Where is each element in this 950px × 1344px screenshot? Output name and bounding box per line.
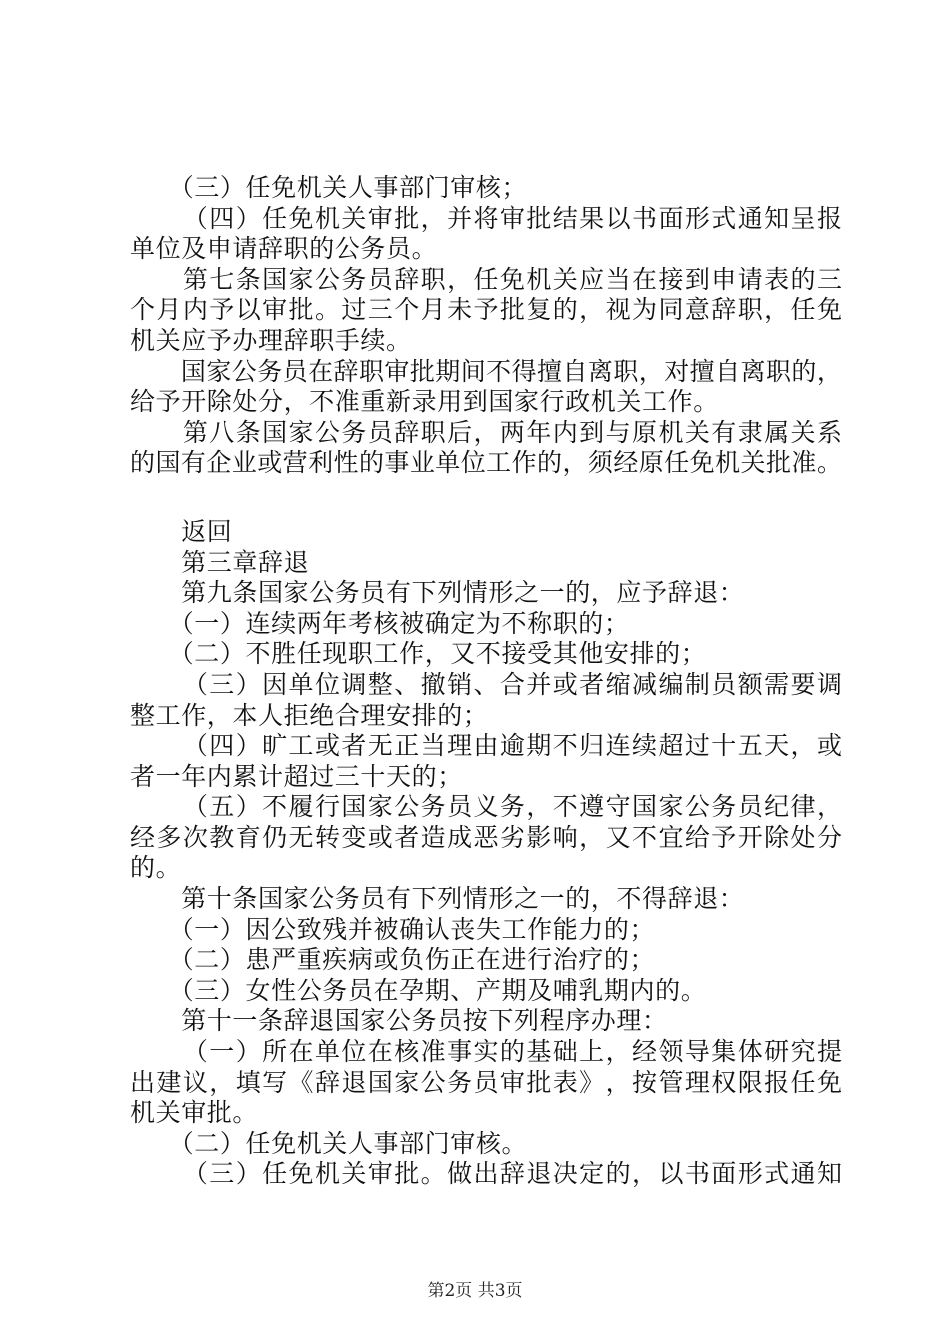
text-line: 机关应予办理辞职手续。: [130, 325, 412, 355]
document-body: [130, 173, 842, 1190]
text-line: （ 一 ） 所 在 单 位 在 核 准 事 实 的 基 础 上 ， 经 领 导 集 体 研 究 提: [182, 1037, 842, 1067]
text-line: （二）患严重疾病或负伤正在进行治疗的；: [130, 945, 656, 975]
text-line: 第 八 条 国 家 公 务 员 辞 职 后 ， 两 年 内 到 与 原 机 关 有 隶 属 关 系: [182, 417, 842, 447]
text-line: （二）任免机关人事部门审核。: [130, 1128, 528, 1158]
text-line: 给予开除处分，不准重新录用到国家行政机关工作。: [130, 387, 719, 417]
text-line: 经 多 次 教 育 仍 无 转 变 或 者 造 成 恶 劣 影 响 ， 又 不 宜 给 予 开 除 处 分: [130, 822, 842, 852]
paragraph-gap: [130, 479, 842, 517]
page-footer: 第2页 共3页: [427, 1281, 523, 1301]
text-line: 第 七 条 国 家 公 务 员 辞 职 ， 任 免 机 关 应 当 在 接 到 申 请 表 的 三: [182, 264, 842, 294]
text-line: （ 五 ） 不 履 行 国 家 公 务 员 义 务 ， 不 遵 守 国 家 公 务 员 纪 律 ，: [182, 792, 842, 822]
text-line: 个 月 内 予 以 审 批 。 过 三 个 月 未 予 批 复 的 ， 视 为 同 意 辞 职 ， 任 免: [130, 295, 842, 325]
text-line: （三）女性公务员在孕期、产期及哺乳期内的。: [130, 975, 707, 1005]
text-line: 返回: [130, 516, 233, 546]
text-line: 第十一条辞退国家公务员按下列程序办理：: [130, 1006, 668, 1036]
text-line: （ 三 ） 任 免 机 关 审 批 。 做 出 辞 退 决 定 的 ， 以 书 面 形 式 通 知: [182, 1159, 842, 1189]
text-line: 的。: [130, 853, 182, 883]
text-line: 第九条国家公务员有下列情形之一的，应予辞退：: [130, 578, 745, 608]
text-line: 出 建 议 ， 填 写 《 辞 退 国 家 公 务 员 审 批 表 》 ， 按 管 理 权 限 报 任 免: [130, 1067, 842, 1097]
text-line: 国 家 公 务 员 在 辞 职 审 批 期 间 不 得 擅 自 离 职 ， 对 擅 自 离 职 的 ，: [180, 356, 842, 386]
text-line: （三）任免机关人事部门审核；: [130, 173, 528, 202]
text-line: 第十条国家公务员有下列情形之一的，不得辞退：: [130, 884, 745, 914]
text-line: （一）连续两年考核被确定为不称职的；: [130, 608, 630, 638]
text-line: 的 国 有 企 业 或 营 利 性 的 事 业 单 位 工 作 的 ， 须 经 原 任 免 机 关 批 准 。: [130, 448, 842, 478]
text-line: （ 三 ） 因 单 位 调 整 、 撤 销 、 合 并 或 者 缩 减 编 制 员 额 需 要 调: [182, 669, 842, 699]
text-line: 者一年内累计超过三十天的；: [130, 761, 463, 791]
text-line: （ 四 ） 任 免 机 关 审 批 ， 并 将 审 批 结 果 以 书 面 形 式 通 知 呈 报: [182, 203, 842, 233]
text-line: 第三章辞退: [130, 547, 310, 577]
text-line: 机关审批。: [130, 1098, 259, 1128]
text-line: （ 四 ） 旷 工 或 者 无 正 当 理 由 逾 期 不 归 连 续 超 过 十 五 天 ， 或: [182, 731, 842, 761]
text-line: 单位及申请辞职的公务员。: [130, 234, 438, 264]
text-line: （一）因公致残并被确认丧失工作能力的；: [130, 914, 656, 944]
text-line: 整工作，本人拒绝合理安排的；: [130, 700, 489, 730]
text-line: （二）不胜任现职工作，又不接受其他安排的；: [130, 639, 707, 669]
